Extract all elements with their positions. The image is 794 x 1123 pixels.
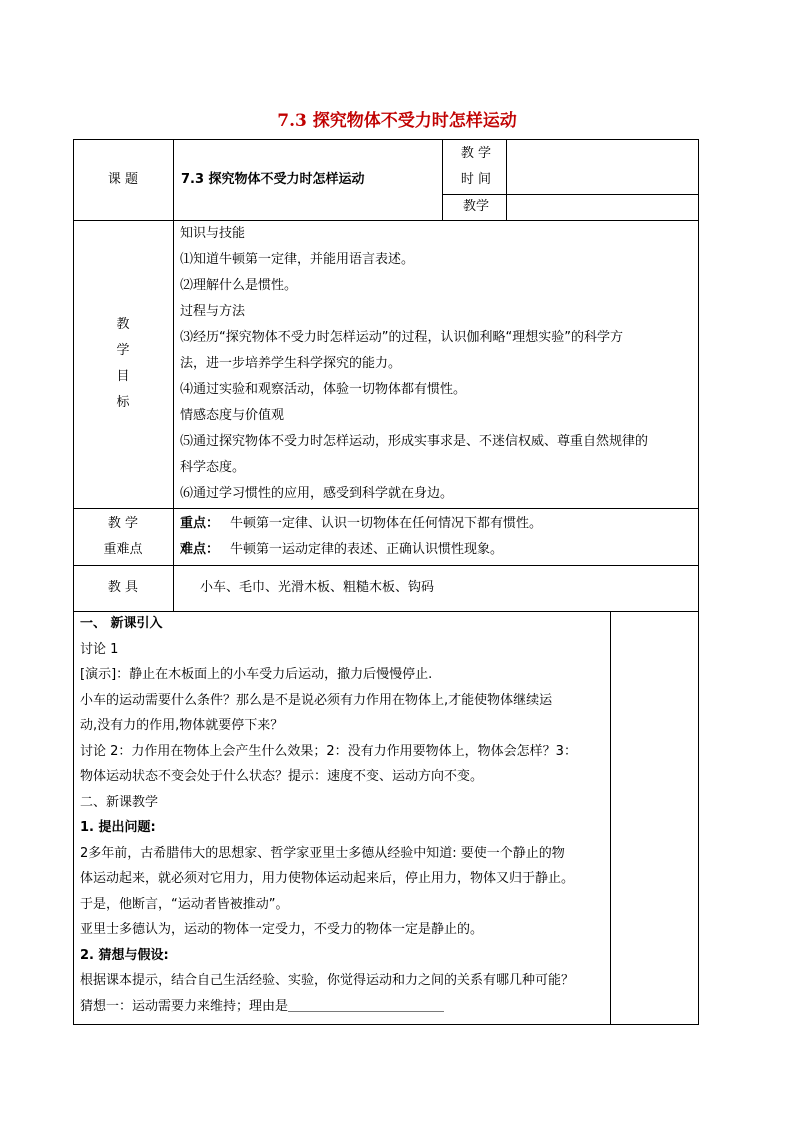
objective-line: 知识与技能	[180, 226, 246, 241]
process-line: 猜想一：运动需要力来维持；理由是＿＿＿＿＿＿＿＿＿＿＿＿	[80, 998, 445, 1014]
topic-label: 课 题	[107, 172, 139, 187]
process-line: [演示]：静止在木板面上的小车受力后运动，撤力后慢慢停止.	[80, 667, 433, 682]
process-line: 体运动起来，就必须对它用力，用力使物体运动起来后，停止用力，物体又归于静止。	[80, 871, 575, 886]
objectives-label-char: 标	[116, 395, 130, 410]
process-line: 讨论 1	[80, 641, 119, 657]
process-line: 根据课本提示，结合自己生活经验、实验，你觉得运动和力之间的关系有哪几种可能？	[80, 973, 575, 988]
time-label-line2: 时 间	[460, 172, 492, 187]
objective-line: ⑷通过实验和观察活动，体验一切物体都有惯性。	[180, 382, 467, 397]
objective-line: ⑶经历“探究物体不受力时怎样运动”的过程，认识伽利略“理想实验”的科学方	[180, 330, 623, 345]
objective-line: 情感态度与价值观	[180, 408, 285, 423]
process-line: 于是，他断言，“运动者皆被推动”。	[80, 896, 289, 912]
objective-line: 法，进一步培养学生科学探究的能力。	[180, 356, 402, 371]
keypoints-label-line2: 重难点	[103, 542, 143, 557]
process-line: 二、新课教学	[80, 794, 159, 810]
objective-line: 科学态度。	[180, 460, 246, 475]
topic-value: 7.3 探究物体不受力时怎样运动	[181, 172, 365, 187]
objective-line: 过程与方法	[180, 304, 246, 319]
objective-line: ⑸通过探究物体不受力时怎样运动，形成实事求是、不迷信权威、尊重自然规律的	[180, 434, 649, 449]
keypoints-label-line1: 教 学	[107, 516, 139, 531]
tools-value: 小车、毛巾、光滑木板、粗糙木板、钩码	[200, 580, 435, 595]
process-line: 2. 猜想与假设:	[80, 947, 169, 963]
tools-label: 教 具	[107, 580, 139, 595]
teach-label: 教学	[462, 199, 489, 214]
difficult-label: 难点：	[180, 542, 220, 557]
process-line: 一、 新课引入	[80, 616, 163, 631]
process-line: 讨论 2：力作用在物体上会产生什么效果；2：没有力作用要物体上，物体会怎样？3：	[80, 743, 577, 759]
key-text: 牛顿第一定律、认识一切物体在任何情况下都有惯性。	[230, 516, 543, 531]
objective-line: ⑴知道牛顿第一定律，并能用语言表述。	[180, 252, 415, 267]
key-label: 重点：	[180, 516, 220, 531]
process-line: 动,没有力的作用,物体就要停下来？	[80, 718, 284, 733]
objectives-label-char: 教	[116, 317, 130, 332]
process-line: 2多年前，古希腊伟大的思想家、哲学家亚里士多德从经验中知道: 要使一个静止的物	[80, 845, 565, 861]
objective-line: ⑵理解什么是惯性。	[180, 278, 298, 293]
objective-line: ⑹通过学习惯性的应用，感受到科学就在身边。	[180, 486, 454, 501]
time-label-line1: 教 学	[460, 146, 492, 161]
page-title: 7.3 探究物体不受力时怎样运动	[277, 111, 517, 131]
objectives-label-char: 学	[116, 343, 130, 358]
objectives-label-char: 目	[116, 369, 130, 384]
process-line: 亚里士多德认为，运动的物体一定受力，不受力的物体一定是静止的。	[80, 922, 484, 937]
process-line: 小车的运动需要什么条件？那么是不是说必须有力作用在物体上,才能使物体继续运	[80, 692, 553, 708]
process-line: 物体运动状态不变会处于什么状态？提示：速度不变、运动方向不变。	[80, 769, 484, 784]
process-line: 1. 提出问题:	[80, 820, 156, 835]
difficult-text: 牛顿第一运动定律的表述、正确认识惯性现象。	[230, 542, 504, 557]
